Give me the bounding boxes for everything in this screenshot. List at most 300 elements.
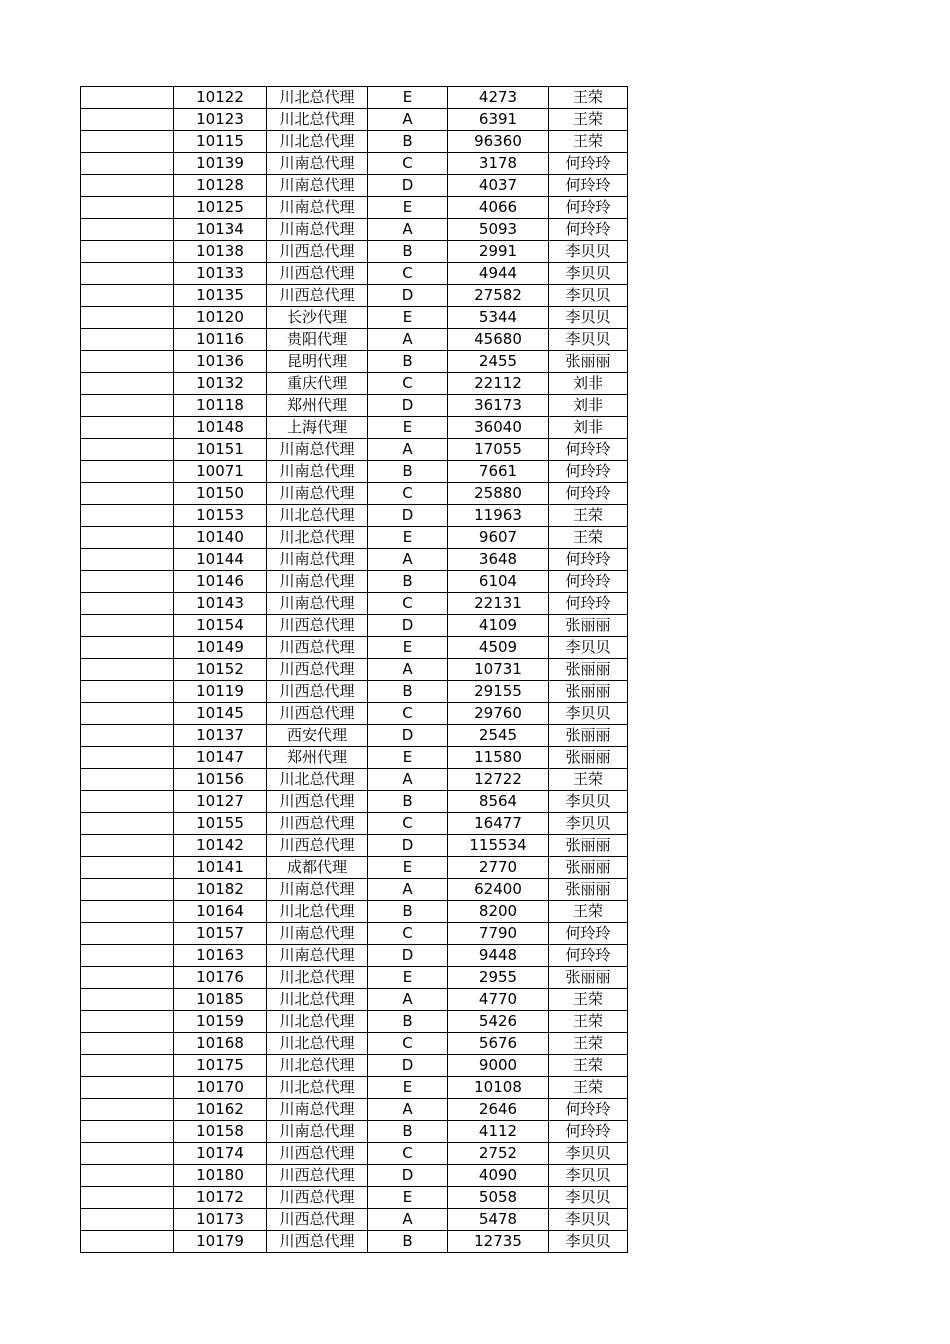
blank-cell[interactable] (81, 813, 174, 835)
agent-cell[interactable]: 川北总代理 (267, 109, 368, 131)
blank-cell[interactable] (81, 1143, 174, 1165)
agent-cell[interactable]: 成都代理 (267, 857, 368, 879)
blank-cell[interactable] (81, 857, 174, 879)
owner-cell[interactable]: 张丽丽 (549, 681, 628, 703)
blank-cell[interactable] (81, 109, 174, 131)
blank-cell[interactable] (81, 1165, 174, 1187)
amount-cell[interactable]: 27582 (448, 285, 549, 307)
amount-cell[interactable]: 9000 (448, 1055, 549, 1077)
amount-cell[interactable]: 7790 (448, 923, 549, 945)
blank-cell[interactable] (81, 1231, 174, 1253)
agent-cell[interactable]: 川西总代理 (267, 285, 368, 307)
amount-cell[interactable]: 25880 (448, 483, 549, 505)
id-cell[interactable]: 10120 (174, 307, 267, 329)
grade-cell[interactable]: E (368, 197, 448, 219)
amount-cell[interactable]: 2455 (448, 351, 549, 373)
grade-cell[interactable]: B (368, 791, 448, 813)
owner-cell[interactable]: 李贝贝 (549, 307, 628, 329)
grade-cell[interactable]: D (368, 615, 448, 637)
agent-cell[interactable]: 上海代理 (267, 417, 368, 439)
id-cell[interactable]: 10138 (174, 241, 267, 263)
agent-cell[interactable]: 川南总代理 (267, 439, 368, 461)
amount-cell[interactable]: 4037 (448, 175, 549, 197)
grade-cell[interactable]: C (368, 813, 448, 835)
blank-cell[interactable] (81, 219, 174, 241)
grade-cell[interactable]: C (368, 373, 448, 395)
grade-cell[interactable]: A (368, 329, 448, 351)
blank-cell[interactable] (81, 329, 174, 351)
grade-cell[interactable]: E (368, 747, 448, 769)
id-cell[interactable]: 10118 (174, 395, 267, 417)
grade-cell[interactable]: A (368, 989, 448, 1011)
id-cell[interactable]: 10136 (174, 351, 267, 373)
amount-cell[interactable]: 2991 (448, 241, 549, 263)
owner-cell[interactable]: 何玲玲 (549, 483, 628, 505)
owner-cell[interactable]: 李贝贝 (549, 703, 628, 725)
amount-cell[interactable]: 29155 (448, 681, 549, 703)
amount-cell[interactable]: 22131 (448, 593, 549, 615)
grade-cell[interactable]: B (368, 901, 448, 923)
agent-cell[interactable]: 川南总代理 (267, 153, 368, 175)
blank-cell[interactable] (81, 1209, 174, 1231)
grade-cell[interactable]: D (368, 505, 448, 527)
owner-cell[interactable]: 李贝贝 (549, 791, 628, 813)
blank-cell[interactable] (81, 945, 174, 967)
agent-cell[interactable]: 川南总代理 (267, 593, 368, 615)
blank-cell[interactable] (81, 505, 174, 527)
agent-cell[interactable]: 川西总代理 (267, 659, 368, 681)
owner-cell[interactable]: 何玲玲 (549, 175, 628, 197)
agent-cell[interactable]: 长沙代理 (267, 307, 368, 329)
id-cell[interactable]: 10155 (174, 813, 267, 835)
blank-cell[interactable] (81, 747, 174, 769)
agent-cell[interactable]: 川南总代理 (267, 923, 368, 945)
id-cell[interactable]: 10071 (174, 461, 267, 483)
grade-cell[interactable]: E (368, 307, 448, 329)
agent-cell[interactable]: 川北总代理 (267, 1011, 368, 1033)
blank-cell[interactable] (81, 769, 174, 791)
agent-cell[interactable]: 川南总代理 (267, 175, 368, 197)
blank-cell[interactable] (81, 989, 174, 1011)
grade-cell[interactable]: E (368, 637, 448, 659)
owner-cell[interactable]: 王荣 (549, 989, 628, 1011)
blank-cell[interactable] (81, 1187, 174, 1209)
agent-cell[interactable]: 贵阳代理 (267, 329, 368, 351)
amount-cell[interactable]: 12735 (448, 1231, 549, 1253)
amount-cell[interactable]: 6104 (448, 571, 549, 593)
amount-cell[interactable]: 8200 (448, 901, 549, 923)
blank-cell[interactable] (81, 417, 174, 439)
owner-cell[interactable]: 何玲玲 (549, 593, 628, 615)
blank-cell[interactable] (81, 461, 174, 483)
blank-cell[interactable] (81, 879, 174, 901)
agent-cell[interactable]: 川南总代理 (267, 197, 368, 219)
amount-cell[interactable]: 29760 (448, 703, 549, 725)
grade-cell[interactable]: B (368, 571, 448, 593)
owner-cell[interactable]: 李贝贝 (549, 329, 628, 351)
blank-cell[interactable] (81, 351, 174, 373)
agent-cell[interactable]: 重庆代理 (267, 373, 368, 395)
amount-cell[interactable]: 2770 (448, 857, 549, 879)
agent-cell[interactable]: 川西总代理 (267, 263, 368, 285)
id-cell[interactable]: 10116 (174, 329, 267, 351)
id-cell[interactable]: 10179 (174, 1231, 267, 1253)
owner-cell[interactable]: 王荣 (549, 109, 628, 131)
blank-cell[interactable] (81, 571, 174, 593)
blank-cell[interactable] (81, 593, 174, 615)
owner-cell[interactable]: 何玲玲 (549, 461, 628, 483)
owner-cell[interactable]: 张丽丽 (549, 659, 628, 681)
blank-cell[interactable] (81, 659, 174, 681)
id-cell[interactable]: 10134 (174, 219, 267, 241)
amount-cell[interactable]: 4273 (448, 87, 549, 109)
id-cell[interactable]: 10119 (174, 681, 267, 703)
amount-cell[interactable]: 5093 (448, 219, 549, 241)
agent-cell[interactable]: 川北总代理 (267, 527, 368, 549)
owner-cell[interactable]: 何玲玲 (549, 1099, 628, 1121)
agent-cell[interactable]: 川西总代理 (267, 1143, 368, 1165)
id-cell[interactable]: 10132 (174, 373, 267, 395)
grade-cell[interactable]: B (368, 241, 448, 263)
owner-cell[interactable]: 张丽丽 (549, 857, 628, 879)
agent-cell[interactable]: 川南总代理 (267, 483, 368, 505)
id-cell[interactable]: 10164 (174, 901, 267, 923)
amount-cell[interactable]: 16477 (448, 813, 549, 835)
owner-cell[interactable]: 张丽丽 (549, 725, 628, 747)
owner-cell[interactable]: 李贝贝 (549, 813, 628, 835)
grade-cell[interactable]: D (368, 1055, 448, 1077)
amount-cell[interactable]: 5344 (448, 307, 549, 329)
amount-cell[interactable]: 4112 (448, 1121, 549, 1143)
blank-cell[interactable] (81, 549, 174, 571)
id-cell[interactable]: 10176 (174, 967, 267, 989)
blank-cell[interactable] (81, 153, 174, 175)
id-cell[interactable]: 10172 (174, 1187, 267, 1209)
id-cell[interactable]: 10157 (174, 923, 267, 945)
id-cell[interactable]: 10127 (174, 791, 267, 813)
grade-cell[interactable]: E (368, 1187, 448, 1209)
amount-cell[interactable]: 3178 (448, 153, 549, 175)
amount-cell[interactable]: 2545 (448, 725, 549, 747)
owner-cell[interactable]: 王荣 (549, 1077, 628, 1099)
owner-cell[interactable]: 张丽丽 (549, 967, 628, 989)
owner-cell[interactable]: 何玲玲 (549, 1121, 628, 1143)
amount-cell[interactable]: 5058 (448, 1187, 549, 1209)
grade-cell[interactable]: A (368, 1099, 448, 1121)
blank-cell[interactable] (81, 967, 174, 989)
agent-cell[interactable]: 川西总代理 (267, 681, 368, 703)
agent-cell[interactable]: 川南总代理 (267, 1099, 368, 1121)
grade-cell[interactable]: A (368, 439, 448, 461)
blank-cell[interactable] (81, 1121, 174, 1143)
amount-cell[interactable]: 115534 (448, 835, 549, 857)
blank-cell[interactable] (81, 131, 174, 153)
owner-cell[interactable]: 王荣 (549, 901, 628, 923)
blank-cell[interactable] (81, 703, 174, 725)
owner-cell[interactable]: 何玲玲 (549, 219, 628, 241)
id-cell[interactable]: 10175 (174, 1055, 267, 1077)
grade-cell[interactable]: B (368, 1231, 448, 1253)
grade-cell[interactable]: B (368, 461, 448, 483)
grade-cell[interactable]: E (368, 857, 448, 879)
id-cell[interactable]: 10122 (174, 87, 267, 109)
amount-cell[interactable]: 4770 (448, 989, 549, 1011)
grade-cell[interactable]: D (368, 175, 448, 197)
agent-cell[interactable]: 川南总代理 (267, 219, 368, 241)
blank-cell[interactable] (81, 527, 174, 549)
grade-cell[interactable]: C (368, 923, 448, 945)
agent-cell[interactable]: 川西总代理 (267, 1165, 368, 1187)
grade-cell[interactable]: D (368, 395, 448, 417)
blank-cell[interactable] (81, 241, 174, 263)
id-cell[interactable]: 10125 (174, 197, 267, 219)
id-cell[interactable]: 10152 (174, 659, 267, 681)
grade-cell[interactable]: A (368, 109, 448, 131)
amount-cell[interactable]: 7661 (448, 461, 549, 483)
id-cell[interactable]: 10151 (174, 439, 267, 461)
agent-cell[interactable]: 川西总代理 (267, 791, 368, 813)
blank-cell[interactable] (81, 175, 174, 197)
blank-cell[interactable] (81, 285, 174, 307)
grade-cell[interactable]: C (368, 1143, 448, 1165)
blank-cell[interactable] (81, 681, 174, 703)
agent-cell[interactable]: 川南总代理 (267, 571, 368, 593)
owner-cell[interactable]: 张丽丽 (549, 835, 628, 857)
agent-cell[interactable]: 川西总代理 (267, 637, 368, 659)
id-cell[interactable]: 10147 (174, 747, 267, 769)
blank-cell[interactable] (81, 791, 174, 813)
id-cell[interactable]: 10149 (174, 637, 267, 659)
owner-cell[interactable]: 何玲玲 (549, 153, 628, 175)
agent-cell[interactable]: 川北总代理 (267, 1033, 368, 1055)
owner-cell[interactable]: 何玲玲 (549, 571, 628, 593)
agent-cell[interactable]: 川北总代理 (267, 769, 368, 791)
owner-cell[interactable]: 何玲玲 (549, 197, 628, 219)
owner-cell[interactable]: 李贝贝 (549, 241, 628, 263)
agent-cell[interactable]: 川北总代理 (267, 505, 368, 527)
id-cell[interactable]: 10174 (174, 1143, 267, 1165)
owner-cell[interactable]: 王荣 (549, 1033, 628, 1055)
amount-cell[interactable]: 10108 (448, 1077, 549, 1099)
agent-cell[interactable]: 昆明代理 (267, 351, 368, 373)
grade-cell[interactable]: C (368, 1033, 448, 1055)
id-cell[interactable]: 10115 (174, 131, 267, 153)
id-cell[interactable]: 10142 (174, 835, 267, 857)
amount-cell[interactable]: 12722 (448, 769, 549, 791)
owner-cell[interactable]: 李贝贝 (549, 637, 628, 659)
amount-cell[interactable]: 4944 (448, 263, 549, 285)
blank-cell[interactable] (81, 1011, 174, 1033)
blank-cell[interactable] (81, 307, 174, 329)
agent-cell[interactable]: 郑州代理 (267, 395, 368, 417)
id-cell[interactable]: 10180 (174, 1165, 267, 1187)
owner-cell[interactable]: 张丽丽 (549, 351, 628, 373)
id-cell[interactable]: 10163 (174, 945, 267, 967)
blank-cell[interactable] (81, 1055, 174, 1077)
amount-cell[interactable]: 6391 (448, 109, 549, 131)
owner-cell[interactable]: 何玲玲 (549, 439, 628, 461)
amount-cell[interactable]: 36040 (448, 417, 549, 439)
blank-cell[interactable] (81, 923, 174, 945)
id-cell[interactable]: 10146 (174, 571, 267, 593)
grade-cell[interactable]: B (368, 681, 448, 703)
amount-cell[interactable]: 5478 (448, 1209, 549, 1231)
owner-cell[interactable]: 张丽丽 (549, 615, 628, 637)
agent-cell[interactable]: 川西总代理 (267, 1231, 368, 1253)
owner-cell[interactable]: 李贝贝 (549, 1209, 628, 1231)
id-cell[interactable]: 10128 (174, 175, 267, 197)
amount-cell[interactable]: 3648 (448, 549, 549, 571)
owner-cell[interactable]: 王荣 (549, 87, 628, 109)
grade-cell[interactable]: C (368, 483, 448, 505)
blank-cell[interactable] (81, 483, 174, 505)
grade-cell[interactable]: E (368, 417, 448, 439)
amount-cell[interactable]: 9607 (448, 527, 549, 549)
agent-cell[interactable]: 川西总代理 (267, 813, 368, 835)
blank-cell[interactable] (81, 263, 174, 285)
id-cell[interactable]: 10150 (174, 483, 267, 505)
agent-cell[interactable]: 川北总代理 (267, 989, 368, 1011)
id-cell[interactable]: 10182 (174, 879, 267, 901)
grade-cell[interactable]: A (368, 549, 448, 571)
agent-cell[interactable]: 郑州代理 (267, 747, 368, 769)
id-cell[interactable]: 10158 (174, 1121, 267, 1143)
owner-cell[interactable]: 王荣 (549, 769, 628, 791)
amount-cell[interactable]: 4109 (448, 615, 549, 637)
blank-cell[interactable] (81, 197, 174, 219)
amount-cell[interactable]: 8564 (448, 791, 549, 813)
id-cell[interactable]: 10148 (174, 417, 267, 439)
agent-cell[interactable]: 川南总代理 (267, 461, 368, 483)
agent-cell[interactable]: 川西总代理 (267, 835, 368, 857)
id-cell[interactable]: 10170 (174, 1077, 267, 1099)
id-cell[interactable]: 10162 (174, 1099, 267, 1121)
agent-cell[interactable]: 川西总代理 (267, 1187, 368, 1209)
grade-cell[interactable]: B (368, 1011, 448, 1033)
agent-cell[interactable]: 川西总代理 (267, 1209, 368, 1231)
blank-cell[interactable] (81, 439, 174, 461)
grade-cell[interactable]: E (368, 527, 448, 549)
owner-cell[interactable]: 李贝贝 (549, 263, 628, 285)
grade-cell[interactable]: E (368, 87, 448, 109)
blank-cell[interactable] (81, 835, 174, 857)
grade-cell[interactable]: B (368, 351, 448, 373)
id-cell[interactable]: 10153 (174, 505, 267, 527)
agent-cell[interactable]: 川南总代理 (267, 945, 368, 967)
amount-cell[interactable]: 5426 (448, 1011, 549, 1033)
id-cell[interactable]: 10168 (174, 1033, 267, 1055)
owner-cell[interactable]: 何玲玲 (549, 945, 628, 967)
owner-cell[interactable]: 李贝贝 (549, 1165, 628, 1187)
amount-cell[interactable]: 4066 (448, 197, 549, 219)
agent-cell[interactable]: 川北总代理 (267, 87, 368, 109)
amount-cell[interactable]: 11580 (448, 747, 549, 769)
amount-cell[interactable]: 45680 (448, 329, 549, 351)
id-cell[interactable]: 10145 (174, 703, 267, 725)
id-cell[interactable]: 10135 (174, 285, 267, 307)
amount-cell[interactable]: 11963 (448, 505, 549, 527)
blank-cell[interactable] (81, 637, 174, 659)
id-cell[interactable]: 10137 (174, 725, 267, 747)
amount-cell[interactable]: 96360 (448, 131, 549, 153)
agent-cell[interactable]: 川南总代理 (267, 549, 368, 571)
owner-cell[interactable]: 何玲玲 (549, 923, 628, 945)
id-cell[interactable]: 10156 (174, 769, 267, 791)
owner-cell[interactable]: 张丽丽 (549, 747, 628, 769)
id-cell[interactable]: 10141 (174, 857, 267, 879)
agent-cell[interactable]: 川北总代理 (267, 967, 368, 989)
owner-cell[interactable]: 李贝贝 (549, 285, 628, 307)
grade-cell[interactable]: D (368, 285, 448, 307)
agent-cell[interactable]: 川北总代理 (267, 901, 368, 923)
amount-cell[interactable]: 2955 (448, 967, 549, 989)
amount-cell[interactable]: 4090 (448, 1165, 549, 1187)
agent-cell[interactable]: 川西总代理 (267, 703, 368, 725)
owner-cell[interactable]: 何玲玲 (549, 549, 628, 571)
owner-cell[interactable]: 王荣 (549, 505, 628, 527)
amount-cell[interactable]: 4509 (448, 637, 549, 659)
amount-cell[interactable]: 2646 (448, 1099, 549, 1121)
owner-cell[interactable]: 王荣 (549, 527, 628, 549)
amount-cell[interactable]: 22112 (448, 373, 549, 395)
blank-cell[interactable] (81, 1033, 174, 1055)
owner-cell[interactable]: 张丽丽 (549, 879, 628, 901)
amount-cell[interactable]: 5676 (448, 1033, 549, 1055)
owner-cell[interactable]: 李贝贝 (549, 1231, 628, 1253)
owner-cell[interactable]: 王荣 (549, 1055, 628, 1077)
blank-cell[interactable] (81, 615, 174, 637)
owner-cell[interactable]: 李贝贝 (549, 1187, 628, 1209)
grade-cell[interactable]: A (368, 879, 448, 901)
grade-cell[interactable]: D (368, 1165, 448, 1187)
agent-cell[interactable]: 川北总代理 (267, 1077, 368, 1099)
grade-cell[interactable]: D (368, 835, 448, 857)
blank-cell[interactable] (81, 373, 174, 395)
blank-cell[interactable] (81, 87, 174, 109)
amount-cell[interactable]: 9448 (448, 945, 549, 967)
grade-cell[interactable]: A (368, 659, 448, 681)
grade-cell[interactable]: E (368, 967, 448, 989)
id-cell[interactable]: 10133 (174, 263, 267, 285)
amount-cell[interactable]: 2752 (448, 1143, 549, 1165)
blank-cell[interactable] (81, 725, 174, 747)
agent-cell[interactable]: 西安代理 (267, 725, 368, 747)
id-cell[interactable]: 10173 (174, 1209, 267, 1231)
grade-cell[interactable]: B (368, 1121, 448, 1143)
grade-cell[interactable]: C (368, 153, 448, 175)
id-cell[interactable]: 10140 (174, 527, 267, 549)
agent-cell[interactable]: 川南总代理 (267, 879, 368, 901)
owner-cell[interactable]: 刘非 (549, 395, 628, 417)
agent-cell[interactable]: 川北总代理 (267, 1055, 368, 1077)
id-cell[interactable]: 10139 (174, 153, 267, 175)
amount-cell[interactable]: 36173 (448, 395, 549, 417)
id-cell[interactable]: 10185 (174, 989, 267, 1011)
grade-cell[interactable]: C (368, 703, 448, 725)
grade-cell[interactable]: A (368, 769, 448, 791)
grade-cell[interactable]: A (368, 219, 448, 241)
agent-cell[interactable]: 川西总代理 (267, 241, 368, 263)
owner-cell[interactable]: 刘非 (549, 373, 628, 395)
owner-cell[interactable]: 李贝贝 (549, 1143, 628, 1165)
grade-cell[interactable]: D (368, 945, 448, 967)
blank-cell[interactable] (81, 901, 174, 923)
grade-cell[interactable]: A (368, 1209, 448, 1231)
grade-cell[interactable]: E (368, 1077, 448, 1099)
id-cell[interactable]: 10159 (174, 1011, 267, 1033)
owner-cell[interactable]: 王荣 (549, 131, 628, 153)
amount-cell[interactable]: 62400 (448, 879, 549, 901)
